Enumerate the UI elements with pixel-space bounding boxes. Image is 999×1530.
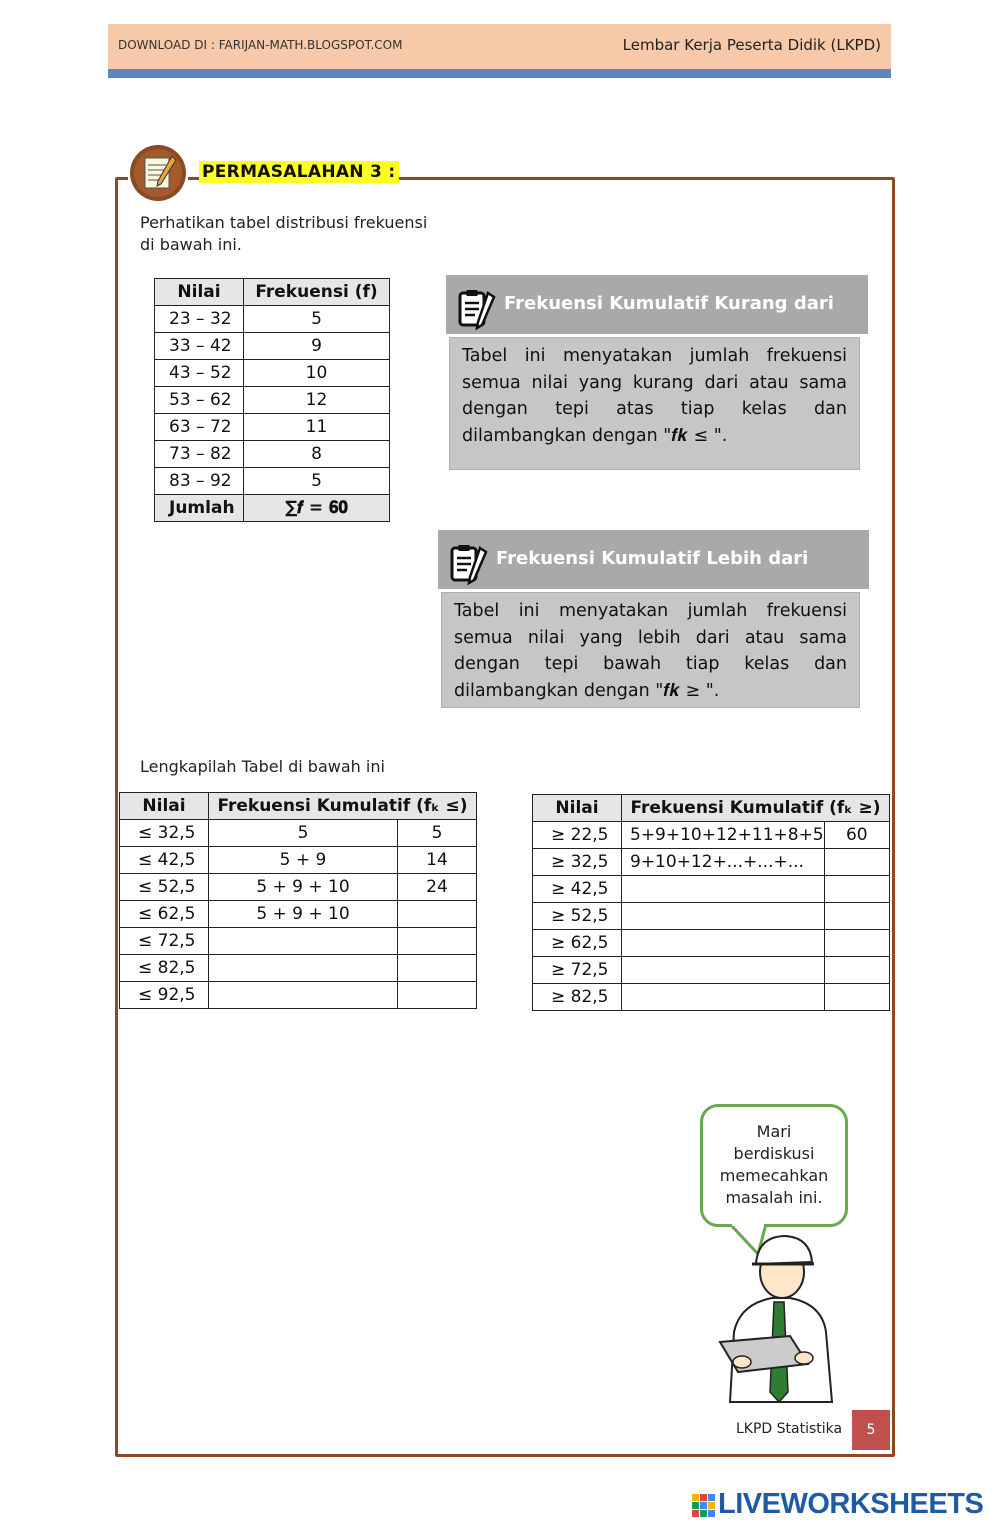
- speech-bubble: [700, 1104, 848, 1227]
- answer-cell[interactable]: [824, 876, 889, 903]
- table-row: [533, 957, 890, 984]
- table-cell: ≥ 22,5: [533, 822, 622, 849]
- answer-cell[interactable]: [622, 930, 825, 957]
- table-row: [155, 387, 390, 414]
- info-more-body: [441, 592, 860, 708]
- answer-cell[interactable]: [622, 984, 825, 1011]
- table-row: [155, 441, 390, 468]
- header-download-text: DOWNLOAD DI : FARIJAN-MATH.BLOGSPOT.COM: [118, 38, 403, 52]
- table-row: [155, 414, 390, 441]
- answer-cell[interactable]: 5 + 9 + 10: [209, 901, 398, 928]
- header-title: Lembar Kerja Peserta Didik (LKPD): [622, 36, 881, 54]
- table-row: [533, 930, 890, 957]
- table-total-row: [155, 495, 390, 522]
- table-row: [155, 306, 390, 333]
- table-cell: 83 – 92: [155, 468, 244, 495]
- table-row: [120, 928, 477, 955]
- table-row: [120, 955, 477, 982]
- answer-cell[interactable]: [824, 849, 889, 876]
- table-cell: 8: [244, 441, 390, 468]
- answer-cell[interactable]: 5 + 9 + 10: [209, 874, 398, 901]
- table-header: Frekuensi Kumulatif (fₖ ≥): [622, 795, 890, 822]
- table-header: Nilai: [155, 279, 244, 306]
- table-cell: ≥ 72,5: [533, 957, 622, 984]
- table-cell: 73 – 82: [155, 441, 244, 468]
- table-cell: ≤ 32,5: [120, 820, 209, 847]
- info-less-header: [446, 275, 868, 334]
- table-cell: ≥ 32,5: [533, 849, 622, 876]
- brand-text: LIVEWORKSHEETS: [718, 1488, 984, 1520]
- table-cell: ≥ 82,5: [533, 984, 622, 1011]
- answer-cell[interactable]: 5: [398, 820, 477, 847]
- table-cell: 33 – 42: [155, 333, 244, 360]
- table-row: [155, 333, 390, 360]
- header-bar: [108, 69, 891, 78]
- info-more-header: [438, 530, 869, 589]
- answer-cell[interactable]: [824, 903, 889, 930]
- clipboard-icon: [448, 542, 488, 591]
- speech-bubble-text: Mari berdiskusi memecahkan masalah ini.: [719, 1122, 829, 1207]
- notepad-icon: [128, 142, 188, 202]
- answer-cell[interactable]: 5 + 9: [209, 847, 398, 874]
- answer-cell[interactable]: [209, 982, 398, 1009]
- table-row: [120, 847, 477, 874]
- table-row: [533, 876, 890, 903]
- answer-cell[interactable]: [824, 984, 889, 1011]
- table-cell: 53 – 62: [155, 387, 244, 414]
- table-row: [155, 360, 390, 387]
- table-header: Nilai: [533, 795, 622, 822]
- answer-cell[interactable]: [209, 928, 398, 955]
- clipboard-icon: [456, 287, 496, 336]
- table-row: [533, 903, 890, 930]
- answer-cell[interactable]: [398, 982, 477, 1009]
- answer-cell[interactable]: [398, 955, 477, 982]
- table-cell: 5: [244, 468, 390, 495]
- info-more-text: Tabel ini menyatakan jumlah frekuensi semua nilai yang lebih dari atau sama dengan tepi bawah tiap kelas dan dilambangkan dengan "𝒇𝒌 ≥ ".: [454, 601, 847, 701]
- table-cell: 5: [244, 306, 390, 333]
- intro-text: Perhatikan tabel distribusi frekuensi di bawah ini.: [140, 213, 428, 254]
- liveworksheets-logo-icon: [692, 1494, 716, 1522]
- answer-cell[interactable]: [622, 903, 825, 930]
- answer-cell[interactable]: 5+9+10+12+11+8+5: [622, 822, 825, 849]
- table-cell: ≤ 62,5: [120, 901, 209, 928]
- instruction-text: Lengkapilah Tabel di bawah ini: [140, 757, 385, 776]
- info-less-title: Frekuensi Kumulatif Kurang dari: [504, 293, 834, 314]
- table-cell: ≥ 42,5: [533, 876, 622, 903]
- table-cell: ≤ 82,5: [120, 955, 209, 982]
- answer-cell[interactable]: 24: [398, 874, 477, 901]
- answer-cell[interactable]: [824, 957, 889, 984]
- total-value: ∑𝒇 = 𝟔𝟎: [244, 495, 390, 522]
- answer-cell[interactable]: [622, 957, 825, 984]
- table-cell: 43 – 52: [155, 360, 244, 387]
- cumulative-more-table: [532, 794, 890, 1011]
- answer-cell[interactable]: 5: [209, 820, 398, 847]
- table-row: [155, 468, 390, 495]
- table-row: [120, 820, 477, 847]
- answer-cell[interactable]: [398, 928, 477, 955]
- cumulative-less-table: [119, 792, 477, 1009]
- table-row: [533, 849, 890, 876]
- table-cell: ≥ 62,5: [533, 930, 622, 957]
- table-row: [120, 982, 477, 1009]
- frequency-table: [154, 278, 390, 522]
- table-cell: 12: [244, 387, 390, 414]
- table-header: Nilai: [120, 793, 209, 820]
- table-cell: ≤ 52,5: [120, 874, 209, 901]
- table-row: [533, 822, 890, 849]
- engineer-illustration: [712, 1232, 842, 1408]
- answer-cell[interactable]: [622, 876, 825, 903]
- table-row: [533, 984, 890, 1011]
- total-label: Jumlah: [155, 495, 244, 522]
- table-cell: ≤ 42,5: [120, 847, 209, 874]
- table-header: Frekuensi Kumulatif (fₖ ≤): [209, 793, 477, 820]
- info-more-title: Frekuensi Kumulatif Lebih dari: [496, 548, 809, 569]
- answer-cell[interactable]: [209, 955, 398, 982]
- answer-cell[interactable]: 9+10+12+...+...+...: [622, 849, 825, 876]
- info-less-text: Tabel ini menyatakan jumlah frekuensi semua nilai yang kurang dari atau sama dengan tepi atas tiap kelas dan dilambangkan dengan "𝒇𝒌 ≤ ".: [462, 346, 847, 446]
- answer-cell[interactable]: 60: [824, 822, 889, 849]
- table-cell: ≤ 72,5: [120, 928, 209, 955]
- table-cell: ≥ 52,5: [533, 903, 622, 930]
- table-cell: 11: [244, 414, 390, 441]
- table-cell: 23 – 32: [155, 306, 244, 333]
- table-cell: 10: [244, 360, 390, 387]
- table-header: Frekuensi (f): [244, 279, 390, 306]
- answer-cell[interactable]: [824, 930, 889, 957]
- table-cell: 63 – 72: [155, 414, 244, 441]
- table-row: [120, 874, 477, 901]
- answer-cell[interactable]: [398, 901, 477, 928]
- table-row: [120, 901, 477, 928]
- footer-label: LKPD Statistika: [736, 1421, 843, 1437]
- info-less-body: [449, 337, 860, 470]
- table-cell: ≤ 92,5: [120, 982, 209, 1009]
- page-number: 5: [852, 1410, 890, 1450]
- table-cell: 9: [244, 333, 390, 360]
- answer-cell[interactable]: 14: [398, 847, 477, 874]
- section-title: PERMASALAHAN 3 :: [199, 161, 399, 183]
